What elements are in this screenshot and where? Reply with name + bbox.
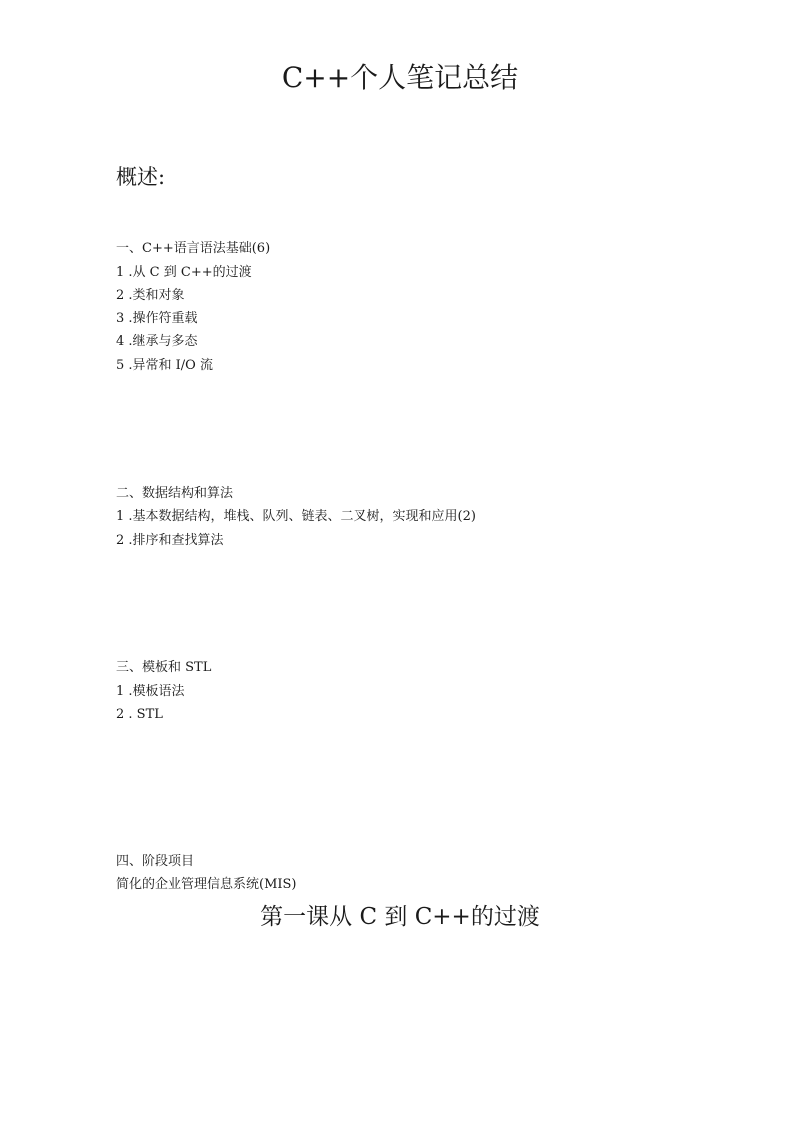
section-3-heading: 三、模板和 STL xyxy=(116,660,212,675)
section-3-item-2: 2 . STL xyxy=(116,707,163,722)
section-2-item-2: 2 .排序和查找算法 xyxy=(116,533,224,548)
section-1-item-4: 4 .继承与多态 xyxy=(116,334,198,349)
section-1-item-3: 3 .操作符重载 xyxy=(116,311,198,326)
lesson-title: 第一课从 C 到 C++的过渡 xyxy=(260,904,540,930)
overview-heading: 概述: xyxy=(116,165,166,189)
section-2-item-1: 1 .基本数据结构，堆栈、队列、链表、二叉树，实现和应用(2) xyxy=(116,509,476,524)
document-title: C++个人笔记总结 xyxy=(281,61,519,94)
section-2-heading: 二、数据结构和算法 xyxy=(116,486,234,501)
section-4-heading: 四、阶段项目 xyxy=(116,854,195,869)
section-1-heading: 一、C++语言语法基础(6) xyxy=(116,241,271,256)
section-1-item-5: 5 .异常和 I/O 流 xyxy=(116,358,213,373)
section-4-item-1: 简化的企业管理信息系统(MIS) xyxy=(116,877,297,892)
section-1-item-1: 1 .从 C 到 C++的过渡 xyxy=(116,265,252,280)
section-3-item-1: 1 .模板语法 xyxy=(116,684,185,699)
section-1-item-2: 2 .类和对象 xyxy=(116,288,185,303)
